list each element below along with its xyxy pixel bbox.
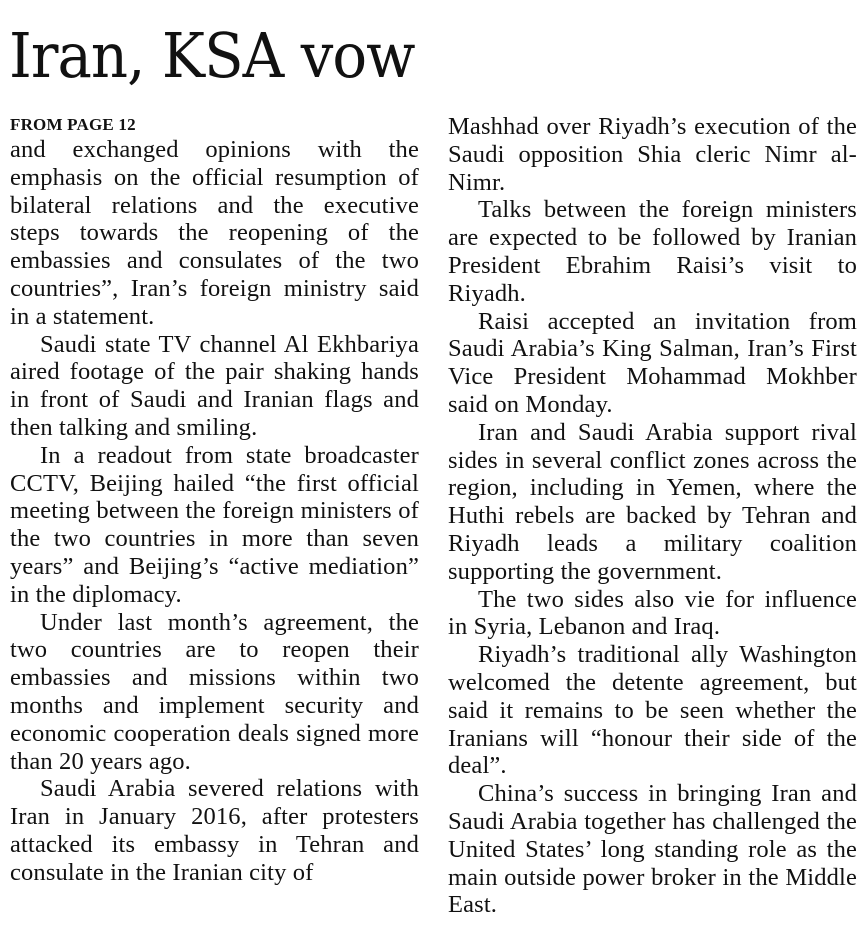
article-column-right: [448, 113, 857, 919]
body-paragraph: In a readout from state broadcaster CCTV, Beijing hailed “the first official meeting between the foreign ministers of the two countries in more than seven years” and Beijing’s “active mediation” in the diplomacy.: [10, 441, 419, 608]
body-paragraph: China’s success in bringing Iran and Saudi Arabia together has challenged the United States’ long standing role as the main outside power broker in the Middle East.: [448, 780, 857, 919]
body-paragraph: Mashhad over Riyadh’s execution of the Saudi opposition Shia cleric Nimr al-Nimr.: [448, 113, 857, 196]
headline: Iran, KSA vow: [9, 19, 415, 92]
body-paragraph: Raisi accepted an invitation from Saudi Arabia’s King Salman, Iran’s First Vice President Mohammad Mokhber said on Monday.: [448, 307, 857, 418]
article-column-left: [10, 113, 419, 887]
body-paragraph: The two sides also vie for influence in Syria, Lebanon and Iraq.: [448, 585, 857, 641]
body-paragraph: Talks between the foreign ministers are expected to be followed by Iranian President Ebrahim Raisi’s visit to Riyadh.: [448, 196, 857, 307]
continued-from-page-label: FROM PAGE 12: [10, 115, 136, 134]
body-paragraph: Iran and Saudi Arabia support rival sides in several conflict zones across the region, including in Yemen, where the Huthi rebels are backed by Tehran and Riyadh leads a military coalition supporting the government.: [448, 418, 857, 585]
body-paragraph: and exchanged opinions with the emphasis on the official resumption of bilateral relations and the executive steps towards the reopening of the embassies and consulates of the two countries”, Iran’s foreign ministry said in a statement.: [10, 136, 419, 330]
body-paragraph: Saudi Arabia severed relations with Iran in January 2016, after protesters attacked its embassy in Tehran and consulate in the Iranian city of: [10, 775, 419, 886]
body-paragraph: Under last month’s agreement, the two countries are to reopen their embassies and missions within two months and implement security and economic cooperation deals signed more than 20 years ago.: [10, 608, 419, 775]
body-paragraph: Saudi state TV channel Al Ekhbariya aired footage of the pair shaking hands in front of Saudi and Iranian flags and then talking and smiling.: [10, 330, 419, 441]
body-paragraph: Riyadh’s traditional ally Washington welcomed the detente agreement, but said it remains to be seen whether the Iranians will “honour their side of the deal”.: [448, 641, 857, 780]
